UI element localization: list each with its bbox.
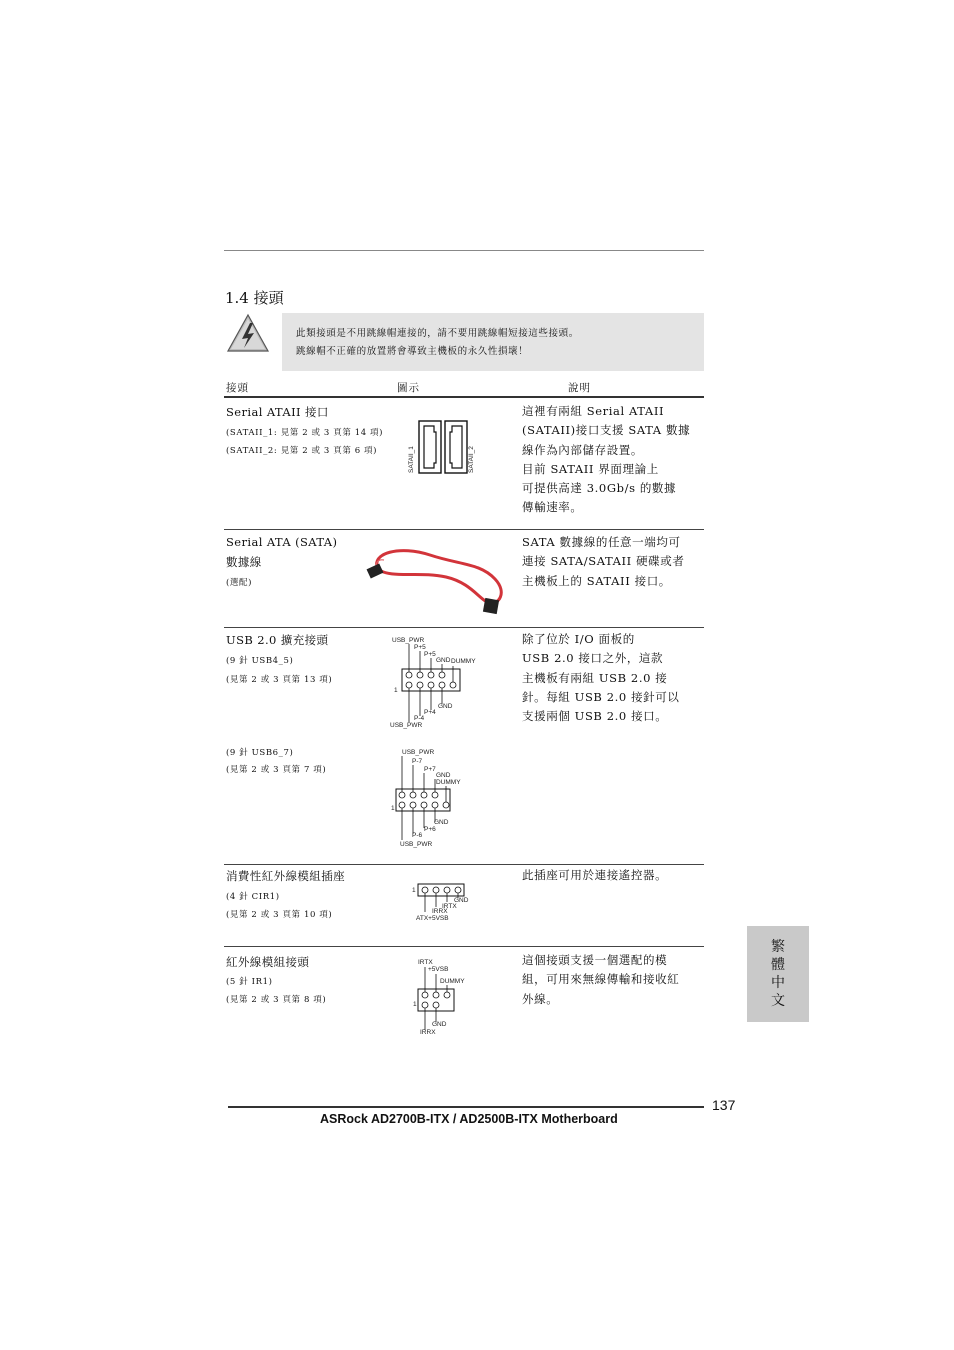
desc-line: 主機板有兩組 USB 2.0 接: [522, 670, 668, 685]
row-ir-sub-1: (5 針 IR1): [226, 977, 273, 987]
m7-label: P-7: [412, 758, 423, 765]
row-ir-description: [522, 951, 679, 1009]
notice-line-2: 跳線帽不正確的放置將會導致主機板的永久性損壞！: [296, 346, 529, 357]
desc-line: 連接 SATA/SATAII 硬碟或者: [522, 554, 685, 569]
cir-pinout-diagram: [408, 880, 498, 930]
row-cir-sub-2: (見第 2 或 3 頁第 10 項): [226, 910, 333, 920]
row-sataii-description: [522, 402, 690, 518]
usb4-5-pinout-diagram: [388, 634, 498, 734]
desc-line: (SATAII)接口支援 SATA 數據: [522, 423, 691, 438]
desc-line: 外線。: [522, 991, 559, 1006]
desc-line: 支援兩個 USB 2.0 接口。: [522, 709, 668, 724]
m6-label: P-6: [412, 832, 423, 839]
row-divider: [224, 529, 704, 530]
desc-line: 這裡有兩組 Serial ATAII: [522, 404, 665, 418]
desc-line: 線作為內部儲存設置。: [522, 442, 643, 457]
footer-divider: [228, 1106, 704, 1108]
desc-line: 傳輸速率。: [522, 500, 583, 515]
row-usb-sub-1: (9 針 USB4_5): [226, 656, 294, 666]
row-ir-sub-2: (見第 2 或 3 頁第 8 項): [226, 995, 327, 1005]
warning-icon: [226, 313, 270, 353]
usb-pwr-top-label: USB_PWR: [392, 637, 425, 644]
usb-pwr-top-label: USB_PWR: [402, 749, 435, 756]
row-sata-cable-sub: (選配): [226, 578, 253, 588]
column-header-diagram: 圖示: [397, 382, 420, 394]
desc-line: 主機板上的 SATAII 接口。: [522, 573, 671, 588]
row-usb-description: [522, 630, 679, 726]
pin-one-label: 1: [412, 887, 416, 894]
dummy-label: DUMMY: [451, 658, 476, 665]
usb-pwr-bottom-label: USB_PWR: [390, 722, 423, 729]
desc-line: 針。每組 USB 2.0 接針可以: [522, 689, 680, 704]
top-divider: [224, 250, 704, 251]
language-side-tab: [747, 926, 809, 1022]
column-header-description: 說明: [568, 382, 591, 394]
sataii-connector-diagram: [402, 419, 478, 483]
row-cir-name: 消費性紅外線模組插座: [226, 869, 345, 883]
desc-line: 組，可用來無線傳輸和接收紅: [522, 972, 680, 987]
irtx-label: IRTX: [442, 903, 457, 910]
language-side-tab-label: 繁體中文: [771, 939, 785, 1009]
row-sata-cable-name-2: 數據線: [226, 555, 262, 569]
desc-line: 這個接頭支援一個選配的模: [522, 953, 668, 967]
row-sataii-sub-1: (SATAII_1: 見第 2 或 3 頁第 14 項): [226, 428, 384, 438]
atx-5vsb-label: ATX+5VSB: [416, 915, 449, 922]
usb-pwr-bottom-label: USB_PWR: [400, 841, 433, 848]
row-usb-name: USB 2.0 擴充接頭: [226, 633, 329, 647]
row-divider: [224, 627, 704, 628]
gnd-bottom-label: GND: [434, 819, 449, 826]
pin-one-label: 1: [391, 805, 395, 812]
row-divider: [224, 864, 704, 865]
p7-label: P+7: [424, 766, 436, 773]
sataii-1-label: SATAII_1: [408, 446, 415, 473]
gnd-label: GND: [436, 772, 451, 779]
gnd-label: GND: [436, 657, 451, 664]
notice-line-1: 此類接頭是不用跳線帽連接的，請不要用跳線帽短接這些接頭。: [296, 328, 579, 339]
row-usb-sub-4: (見第 2 或 3 頁第 7 項): [226, 765, 327, 775]
row-usb-sub-3: (9 針 USB6_7): [226, 748, 294, 758]
desc-line: 除了位於 I/O 面板的: [522, 632, 635, 646]
row-sata-cable-name-1: Serial ATA (SATA): [226, 535, 338, 549]
ir-pinout-diagram: [410, 954, 490, 1042]
footer-title: ASRock AD2700B-ITX / AD2500B-ITX Motherboard: [320, 1112, 618, 1126]
row-sataii-sub-2: (SATAII_2: 見第 2 或 3 頁第 6 項): [226, 446, 378, 456]
header-divider: [224, 396, 704, 398]
desc-line: USB 2.0 接口之外，這款: [522, 651, 664, 666]
desc-line: 可提供高達 3.0Gb/s 的數據: [522, 481, 677, 496]
pin-one-label: 1: [413, 1001, 417, 1008]
pin-one-label: 1: [394, 687, 398, 694]
usb6-7-pinout-diagram: [388, 744, 498, 856]
row-divider: [224, 946, 704, 947]
row-sataii-name: Serial ATAII 接口: [226, 405, 329, 419]
desc-line: 目前 SATAII 界面理論上: [522, 461, 659, 476]
row-sata-cable-description: [522, 533, 684, 591]
sataii-2-label: SATAII_2: [468, 446, 475, 473]
row-cir-sub-1: (4 針 CIR1): [226, 892, 280, 902]
dummy-label: DUMMY: [436, 779, 461, 786]
section-title: 1.4 接頭: [225, 289, 284, 307]
5vsb-label: +5VSB: [428, 966, 449, 973]
irrx-label: IRRX: [432, 908, 448, 915]
gnd-label: GND: [454, 897, 469, 904]
desc-line: 此插座可用於連接遙控器。: [522, 868, 668, 882]
column-header-connector: 接頭: [226, 382, 249, 394]
row-usb-sub-2: (見第 2 或 3 頁第 13 項): [226, 675, 333, 685]
dummy-label: DUMMY: [440, 978, 465, 985]
p4-label: P+4: [424, 709, 436, 716]
page-number: 137: [712, 1097, 736, 1113]
row-cir-description: [522, 866, 667, 885]
p6-label: P+6: [424, 826, 436, 833]
m4-label: P-4: [414, 715, 425, 722]
sata-cable-image: [360, 533, 510, 627]
irtx-label: IRTX: [418, 959, 433, 966]
row-ir-name: 紅外線模組接頭: [226, 955, 310, 969]
p5-label: P+5: [414, 644, 426, 651]
notice-box: [282, 313, 704, 371]
irrx-label: IRRX: [420, 1029, 436, 1036]
gnd-label: GND: [432, 1021, 447, 1028]
p5-label-2: P+5: [424, 651, 436, 658]
desc-line: SATA 數據線的任意一端均可: [522, 535, 681, 549]
gnd-bottom-label: GND: [438, 703, 453, 710]
